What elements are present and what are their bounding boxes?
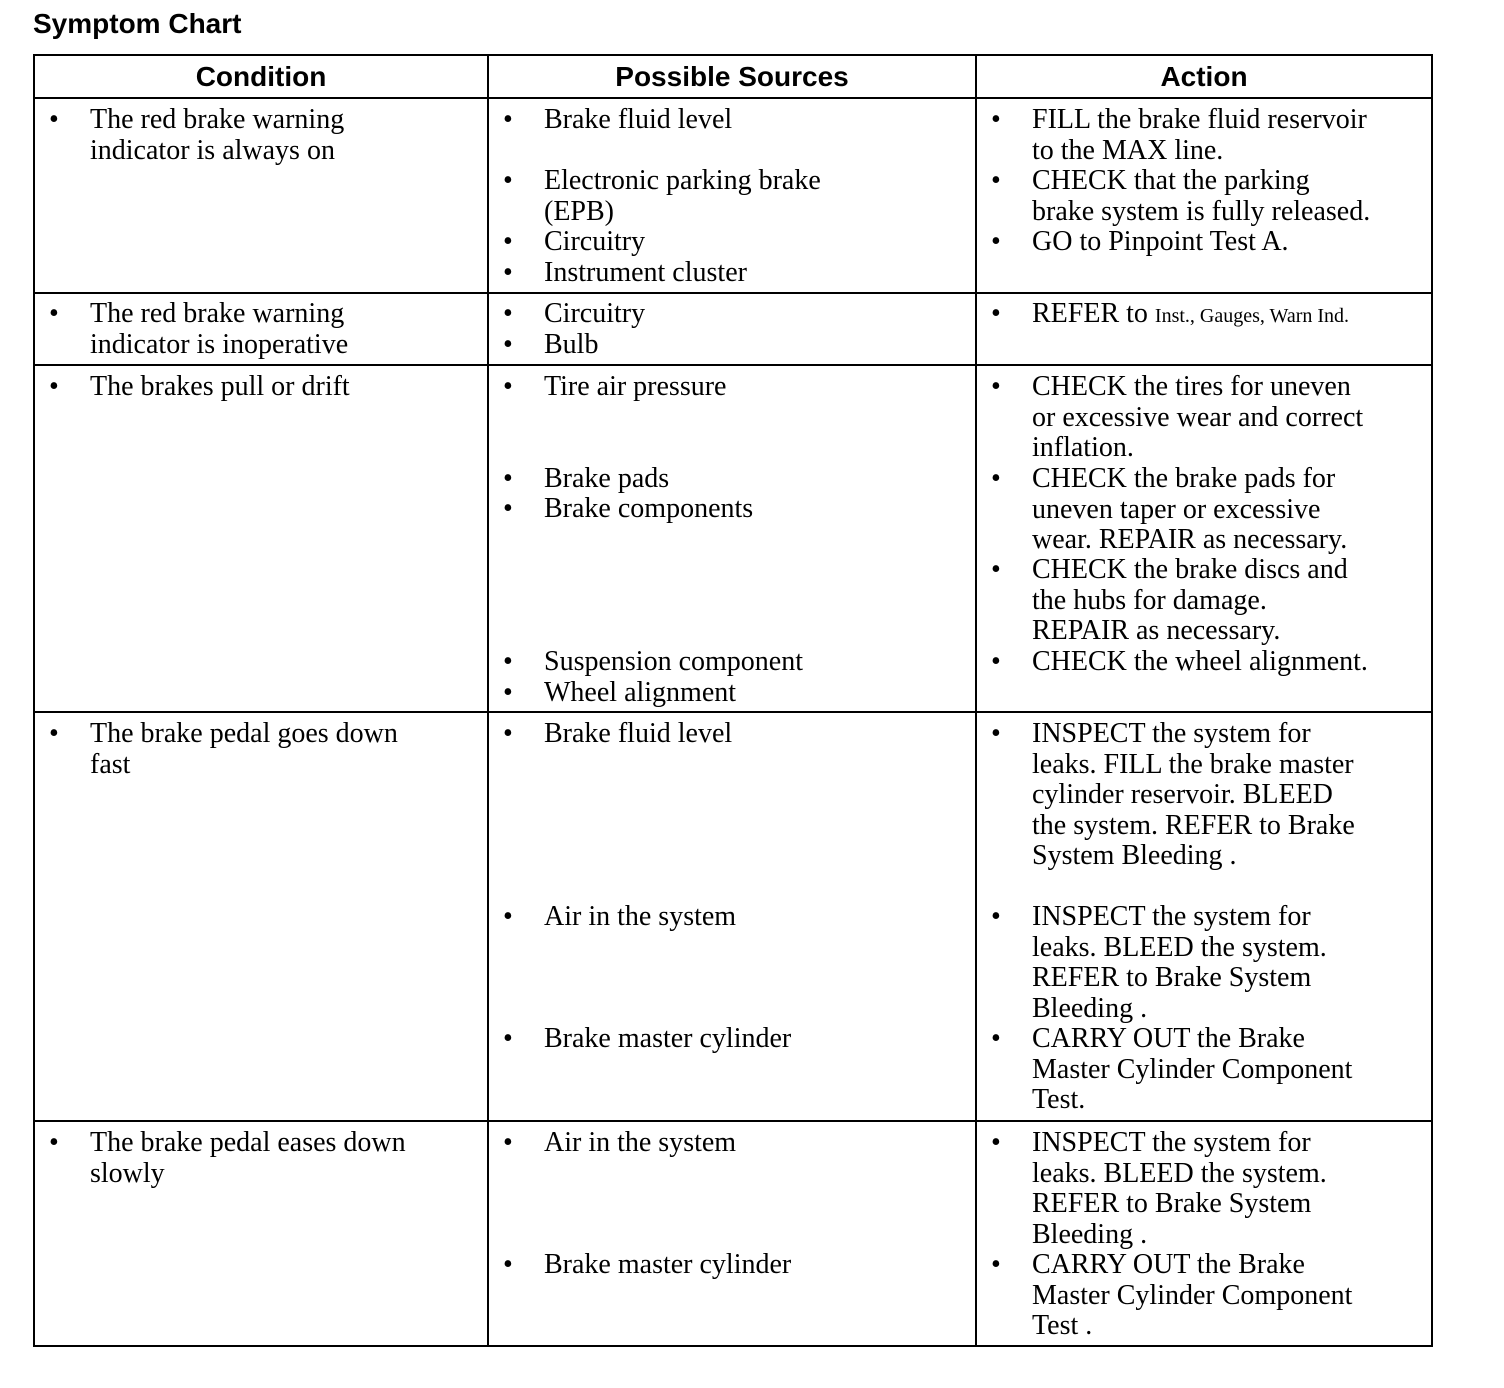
header-possible-sources: Possible Sources	[489, 56, 977, 97]
source-text: Electronic parking brake (EPB)	[544, 165, 821, 227]
bullet: •	[991, 298, 1001, 329]
bullet: •	[503, 463, 513, 494]
table-row	[35, 1120, 1431, 1345]
action-text: FILL the brake fluid reservoir to the MAX line.	[1032, 104, 1367, 166]
bullet: •	[49, 718, 59, 749]
action-text: INSPECT the system for leaks. BLEED the system. REFER to Brake System Bleeding .	[1032, 901, 1327, 1024]
condition-cell	[35, 713, 489, 1120]
bullet: •	[503, 257, 513, 288]
action-text: GO to Pinpoint Test A.	[1032, 226, 1289, 257]
bullet: •	[503, 298, 513, 329]
bullet: •	[503, 165, 513, 196]
bullet: •	[503, 718, 513, 749]
bullet: •	[503, 329, 513, 360]
bullet: •	[503, 493, 513, 524]
bullet: •	[991, 104, 1001, 135]
bullet: •	[991, 463, 1001, 494]
source-text: Air in the system	[544, 1127, 737, 1158]
bullet: •	[991, 1023, 1001, 1054]
source-text: Brake master cylinder	[544, 1249, 792, 1280]
header-action: Action	[1160, 61, 1248, 92]
bullet: •	[991, 1249, 1001, 1280]
condition-cell	[35, 366, 489, 711]
source-text: Air in the system	[544, 901, 737, 932]
source-text: Brake master cylinder	[544, 1023, 792, 1054]
condition-cell	[35, 294, 489, 364]
condition-text: The red brake warning indicator is inoperative	[90, 298, 349, 360]
source-text: Instrument cluster	[544, 257, 747, 288]
condition-text: The brake pedal eases down slowly	[90, 1127, 406, 1189]
action-cell	[977, 294, 1431, 364]
sources-cell	[489, 366, 977, 711]
bullet: •	[991, 718, 1001, 749]
source-text: Brake fluid level	[544, 718, 733, 749]
action-cell	[977, 366, 1431, 711]
table-header-row	[35, 56, 1431, 97]
bullet: •	[991, 226, 1001, 257]
source-text: Wheel alignment	[544, 677, 737, 708]
condition-cell	[35, 99, 489, 292]
action-text: CHECK that the parking brake system is fully released.	[1032, 165, 1371, 227]
source-text: Suspension component	[544, 646, 803, 677]
sources-cell	[489, 713, 977, 1120]
action-cell	[977, 99, 1431, 292]
condition-text: The brakes pull or drift	[90, 371, 350, 402]
action-text: CHECK the brake pads for uneven taper or excessive wear. REPAIR as necessary.	[1032, 463, 1348, 556]
source-text: Tire air pressure	[544, 371, 727, 402]
sources-cell	[489, 294, 977, 364]
action-cell	[977, 1122, 1431, 1345]
action-cell	[977, 713, 1431, 1120]
bullet: •	[991, 554, 1001, 585]
bullet: •	[503, 646, 513, 677]
page-title: Symptom Chart	[33, 8, 242, 39]
condition-text: The brake pedal goes down fast	[90, 718, 398, 780]
source-text: Bulb	[544, 329, 599, 360]
condition-text: The red brake warning indicator is always on	[90, 104, 345, 166]
bullet: •	[503, 104, 513, 135]
bullet: •	[503, 371, 513, 402]
bullet: •	[503, 1023, 513, 1054]
manual-reference: Inst., Gauges, Warn Ind.	[1154, 305, 1350, 327]
bullet: •	[49, 371, 59, 402]
bullet: •	[503, 226, 513, 257]
action-text	[1032, 299, 1419, 332]
action-prefix: REFER to	[1032, 298, 1155, 329]
bullet: •	[991, 646, 1001, 677]
bullet: •	[49, 104, 59, 135]
action-text: CARRY OUT the Brake Master Cylinder Component Test.	[1032, 1023, 1353, 1116]
bullet: •	[503, 901, 513, 932]
bullet: •	[49, 1127, 59, 1158]
bullet: •	[503, 1127, 513, 1158]
bullet: •	[503, 1249, 513, 1280]
table-row	[35, 364, 1431, 711]
action-text: CHECK the wheel alignment.	[1032, 646, 1368, 677]
bullet: •	[49, 298, 59, 329]
source-text: Circuitry	[544, 298, 646, 329]
action-text: CHECK the tires for uneven or excessive wear and correct inflation.	[1032, 371, 1364, 464]
table-row	[35, 711, 1431, 1120]
action-text: INSPECT the system for leaks. FILL the brake master cylinder reservoir. BLEED the system. REFER to Brake System Bleeding .	[1032, 718, 1355, 872]
sources-cell	[489, 99, 977, 292]
condition-cell	[35, 1122, 489, 1345]
bullet: •	[991, 371, 1001, 402]
action-text: CARRY OUT the Brake Master Cylinder Component Test .	[1032, 1249, 1353, 1342]
table-row	[35, 97, 1431, 292]
source-text: Brake components	[544, 493, 754, 524]
bullet: •	[503, 677, 513, 708]
table-row	[35, 292, 1431, 364]
source-text: Circuitry	[544, 226, 646, 257]
bullet: •	[991, 165, 1001, 196]
action-text: CHECK the brake discs and the hubs for damage. REPAIR as necessary.	[1032, 554, 1348, 647]
symptom-table	[33, 54, 1433, 1347]
source-text: Brake fluid level	[544, 104, 733, 135]
source-text: Brake pads	[544, 463, 670, 494]
bullet: •	[991, 1127, 1001, 1158]
sources-cell	[489, 1122, 977, 1345]
bullet: •	[991, 901, 1001, 932]
header-condition: Condition	[35, 56, 489, 97]
action-text: INSPECT the system for leaks. BLEED the system. REFER to Brake System Bleeding .	[1032, 1127, 1327, 1250]
